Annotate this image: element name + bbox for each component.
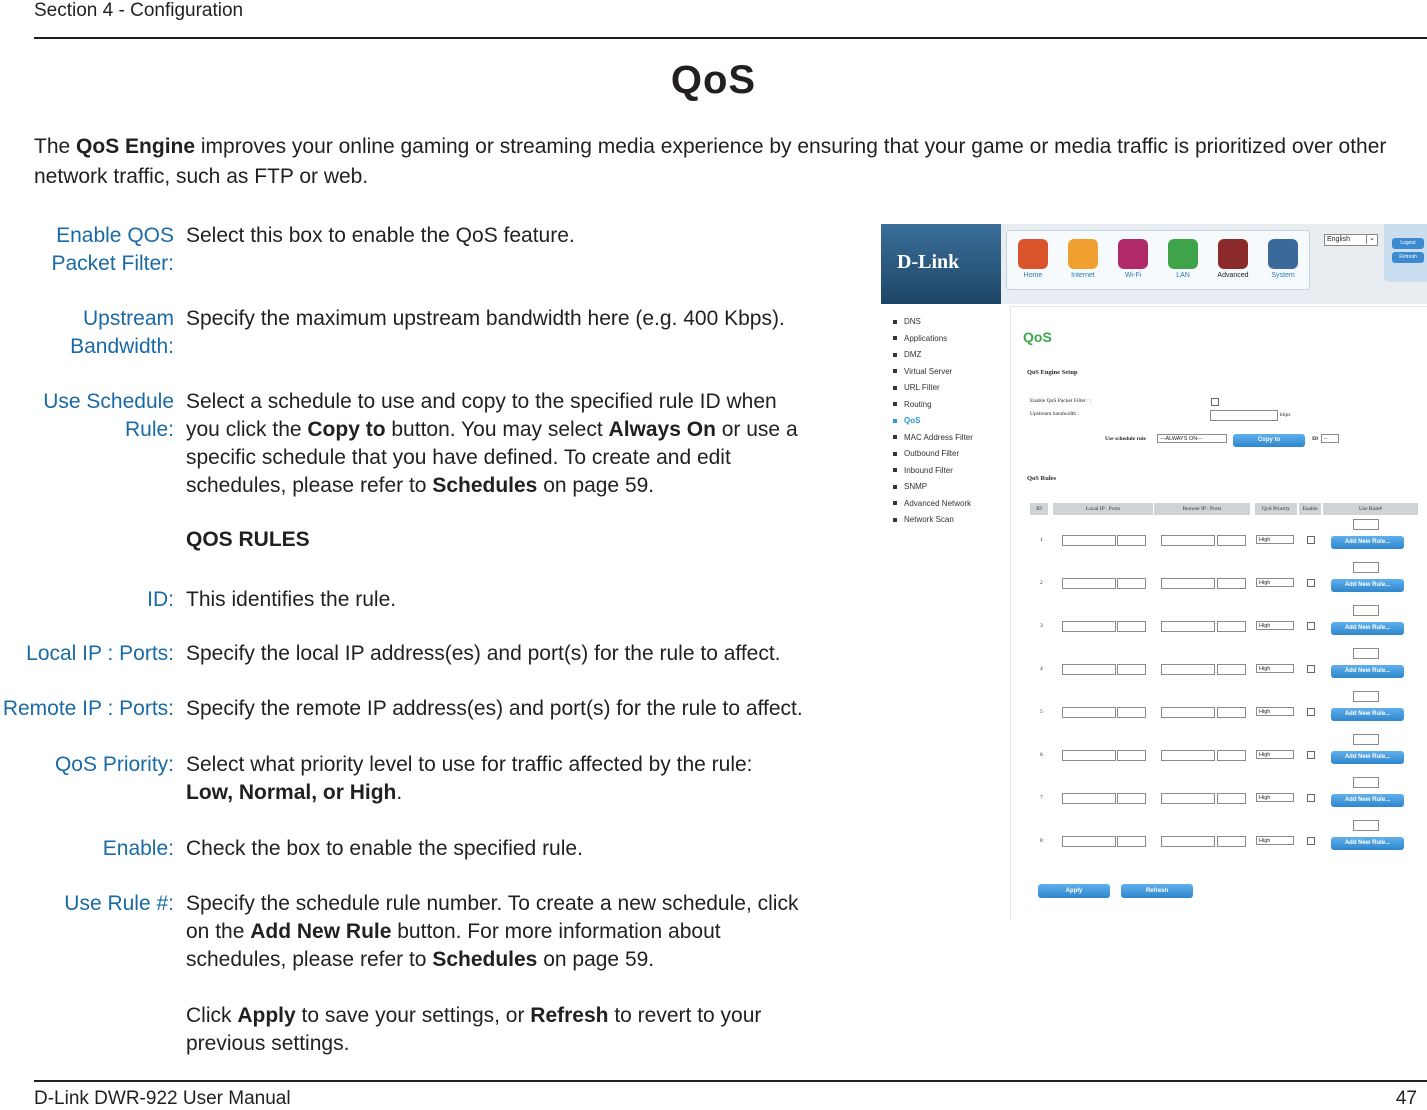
- desc-enable-qos: Select this box to enable the QoS feature.: [186, 224, 575, 247]
- remote-ip-input[interactable]: [1161, 535, 1215, 546]
- remote-port-input[interactable]: [1217, 750, 1246, 761]
- rule-id: 4: [1040, 666, 1043, 672]
- screenshot-nav-panel: [1006, 230, 1310, 290]
- bullet-icon: [893, 402, 897, 406]
- nav-advanced[interactable]: Advanced: [1210, 239, 1256, 279]
- screenshot-menu-item[interactable]: DNS: [893, 314, 1003, 331]
- local-port-input[interactable]: [1117, 664, 1146, 675]
- qos-rules-heading: QOS RULES: [186, 528, 310, 551]
- term-upstream: Upstream Bandwidth:: [70, 307, 174, 358]
- remote-ip-input[interactable]: [1161, 707, 1215, 718]
- local-port-input[interactable]: [1117, 750, 1146, 761]
- desc-upstream: Specify the maximum upstream bandwidth here (e.g. 400 Kbps).: [186, 307, 785, 330]
- screenshot-menu-item[interactable]: DMZ: [893, 347, 1003, 364]
- add-new-rule-button[interactable]: Add New Rule...: [1331, 536, 1404, 549]
- bullet-icon: [893, 320, 897, 324]
- header-divider: [34, 37, 1427, 39]
- local-ip-input[interactable]: [1062, 793, 1116, 804]
- priority-select[interactable]: High: [1256, 750, 1294, 759]
- screenshot-menu-item[interactable]: Network Scan: [893, 512, 1003, 529]
- kbps-label: kbps: [1280, 412, 1291, 418]
- use-rule-input[interactable]: [1353, 691, 1379, 702]
- use-rule-input[interactable]: [1353, 605, 1379, 616]
- rule-id: 5: [1040, 709, 1043, 715]
- priority-select[interactable]: High: [1256, 578, 1294, 587]
- term-use-schedule: Use Schedule Rule:: [43, 390, 174, 441]
- apply-button[interactable]: Apply: [1038, 884, 1110, 898]
- screenshot-menu-item[interactable]: Inbound Filter: [893, 463, 1003, 480]
- enable-rule-checkbox[interactable]: [1307, 751, 1315, 759]
- nav-system[interactable]: System: [1260, 239, 1306, 279]
- globe-icon: [1068, 239, 1098, 269]
- chevron-down-icon: ⌄: [1366, 234, 1377, 244]
- screenshot-menu-item[interactable]: SNMP: [893, 479, 1003, 496]
- screenshot-menu-item[interactable]: Virtual Server: [893, 364, 1003, 381]
- footer-manual-name: D-Link DWR-922 User Manual: [34, 1088, 291, 1109]
- remote-port-input[interactable]: [1217, 836, 1246, 847]
- enable-rule-checkbox[interactable]: [1307, 708, 1315, 716]
- desc-use-schedule: Select a schedule to use and copy to the specified rule ID when you click the Copy to button. You may select Always On or use a specific schedule that you have defined. To create and edit schedules, please refer to Schedules on page 59.: [186, 390, 798, 497]
- language-select[interactable]: English: [1324, 234, 1378, 246]
- col-id: ID: [1030, 503, 1048, 515]
- term-remote-ip: Remote IP : Ports:: [2, 697, 174, 720]
- screenshot-side-panel: [1384, 224, 1427, 282]
- remote-ip-input[interactable]: [1161, 664, 1215, 675]
- priority-select[interactable]: High: [1256, 793, 1294, 802]
- col-enable: Enable: [1299, 503, 1321, 515]
- local-port-input[interactable]: [1117, 535, 1146, 546]
- tools-icon: [1218, 239, 1248, 269]
- copy-to-button[interactable]: Copy to: [1233, 434, 1305, 447]
- footer-divider: [34, 1080, 1427, 1082]
- col-qos-priority: QoS Priority: [1255, 503, 1297, 515]
- nav-internet[interactable]: Internet: [1060, 239, 1106, 279]
- remote-port-input[interactable]: [1217, 578, 1246, 589]
- bullet-icon: [893, 353, 897, 357]
- bullet-icon: [893, 518, 897, 522]
- remote-port-input[interactable]: [1217, 793, 1246, 804]
- bullet-icon: [893, 386, 897, 390]
- nav-lan[interactable]: LAN: [1160, 239, 1206, 279]
- screenshot-menu-item[interactable]: Advanced Network: [893, 496, 1003, 513]
- upstream-input[interactable]: [1210, 410, 1278, 421]
- add-new-rule-button[interactable]: Add New Rule...: [1331, 751, 1404, 764]
- rule-id: 7: [1040, 795, 1043, 801]
- dlink-logo: D-Link: [897, 251, 960, 273]
- term-id: ID:: [147, 588, 174, 611]
- logout-button[interactable]: Logout: [1392, 238, 1424, 249]
- refresh-button[interactable]: Refresh: [1121, 884, 1193, 898]
- engine-setup-title: QoS Engine Setup: [1027, 369, 1078, 376]
- screenshot-menu-item[interactable]: QoS: [893, 413, 1003, 430]
- desc-use-rule: Specify the schedule rule number. To create a new schedule, click on the Add New Rule button. For more information about schedules, please refer to Schedules on page 59.: [186, 892, 799, 971]
- rule-id: 3: [1040, 623, 1043, 629]
- remote-port-input[interactable]: [1217, 707, 1246, 718]
- priority-select[interactable]: High: [1256, 707, 1294, 716]
- intro-paragraph: The QoS Engine improves your online gaming or streaming media experience by ensuring that your game or media traffic is prioritized over other network traffic, such as FTP or web.: [34, 135, 1387, 188]
- screenshot-menu: [893, 314, 1003, 529]
- desc-enable: Check the box to enable the specified rule.: [186, 837, 583, 860]
- add-new-rule-button[interactable]: Add New Rule...: [1331, 837, 1404, 850]
- refresh-top-button[interactable]: Refresh: [1392, 252, 1424, 263]
- enable-rule-checkbox[interactable]: [1307, 665, 1315, 673]
- bullet-icon: [893, 468, 897, 472]
- col-local-ip: Local IP : Ports: [1053, 503, 1153, 515]
- nav-wifi[interactable]: Wi-Fi: [1110, 239, 1156, 279]
- screenshot-menu-item[interactable]: Routing: [893, 397, 1003, 414]
- local-port-input[interactable]: [1117, 621, 1146, 632]
- add-new-rule-button[interactable]: Add New Rule...: [1331, 665, 1404, 678]
- page-title: QoS: [670, 58, 757, 102]
- section-header: Section 4 - Configuration: [34, 0, 244, 21]
- monitor-icon: [1268, 239, 1298, 269]
- wifi-icon: [1118, 239, 1148, 269]
- page-number: 47: [1395, 1088, 1417, 1109]
- local-ip-input[interactable]: [1062, 750, 1116, 761]
- nav-home[interactable]: Home: [1010, 239, 1056, 279]
- term-enable-qos: Enable QOS Packet Filter:: [51, 224, 174, 275]
- bullet-icon: [893, 369, 897, 373]
- enable-rule-checkbox[interactable]: [1307, 536, 1315, 544]
- remote-port-input[interactable]: [1217, 664, 1246, 675]
- remote-ip-input[interactable]: [1161, 793, 1215, 804]
- local-port-input[interactable]: [1117, 707, 1146, 718]
- qos-engine-bold: QoS Engine: [76, 135, 196, 158]
- use-rule-input[interactable]: [1353, 734, 1379, 745]
- desc-remote-ip: Specify the remote IP address(es) and port(s) for the rule to affect.: [186, 697, 803, 720]
- remote-ip-input[interactable]: [1161, 621, 1215, 632]
- col-remote-ip: Remote IP : Ports: [1154, 503, 1250, 515]
- local-ip-input[interactable]: [1062, 621, 1116, 632]
- rule-id: 1: [1040, 537, 1043, 543]
- enable-filter-checkbox[interactable]: [1211, 398, 1219, 406]
- local-ip-input[interactable]: [1062, 707, 1116, 718]
- use-rule-input[interactable]: [1353, 820, 1379, 831]
- term-local-ip: Local IP : Ports:: [26, 642, 174, 665]
- local-port-input[interactable]: [1117, 578, 1146, 589]
- priority-select[interactable]: High: [1256, 535, 1294, 544]
- desc-local-ip: Specify the local IP address(es) and port(s) for the rule to affect.: [186, 642, 781, 665]
- priority-select[interactable]: High: [1256, 621, 1294, 630]
- use-rule-input[interactable]: [1353, 519, 1379, 530]
- add-new-rule-button[interactable]: Add New Rule...: [1331, 708, 1404, 721]
- rule-id: 8: [1040, 838, 1043, 844]
- use-rule-input[interactable]: [1353, 777, 1379, 788]
- use-schedule-label: Use schedule rule: [1105, 436, 1146, 442]
- term-enable: Enable:: [102, 837, 174, 860]
- screenshot-logo-box: [881, 224, 1001, 304]
- remote-ip-input[interactable]: [1161, 750, 1215, 761]
- col-use-rule: Use Rule#: [1323, 503, 1418, 515]
- qos-page-title: QoS: [1023, 329, 1052, 345]
- upstream-label: Upstream bandwidth :: [1030, 411, 1079, 417]
- home-icon: [1018, 239, 1048, 269]
- enable-rule-checkbox[interactable]: [1307, 794, 1315, 802]
- desc-apply: Click Apply to save your settings, or Refresh to revert to your previous settings.: [186, 1004, 762, 1055]
- add-new-rule-button[interactable]: Add New Rule...: [1331, 579, 1404, 592]
- rule-id: 6: [1040, 752, 1043, 758]
- use-rule-input[interactable]: [1353, 648, 1379, 659]
- screenshot-content: [1010, 306, 1427, 920]
- term-qos-priority: QoS Priority:: [54, 753, 174, 776]
- lan-icon: [1168, 239, 1198, 269]
- remote-port-input[interactable]: [1217, 535, 1246, 546]
- bullet-icon: [893, 419, 897, 423]
- screenshot-menu-item[interactable]: Outbound Filter: [893, 446, 1003, 463]
- remote-ip-input[interactable]: [1161, 836, 1215, 847]
- router-screenshot: [881, 224, 1427, 920]
- remote-port-input[interactable]: [1217, 621, 1246, 632]
- bullet-icon: [893, 485, 897, 489]
- bullet-icon: [893, 501, 897, 505]
- add-new-rule-button[interactable]: Add New Rule...: [1331, 794, 1404, 807]
- id-label: ID: [1312, 436, 1319, 442]
- screenshot-menu-item[interactable]: Applications: [893, 331, 1003, 348]
- local-port-input[interactable]: [1117, 793, 1146, 804]
- remote-ip-input[interactable]: [1161, 578, 1215, 589]
- priority-select[interactable]: High: [1256, 836, 1294, 845]
- desc-id: This identifies the rule.: [186, 588, 397, 611]
- local-ip-input[interactable]: [1062, 836, 1116, 847]
- enable-rule-checkbox[interactable]: [1307, 579, 1315, 587]
- screenshot-menu-item[interactable]: MAC Address Filter: [893, 430, 1003, 447]
- id-select[interactable]: --: [1321, 434, 1339, 443]
- desc-qos-priority: Select what priority level to use for traffic affected by the rule: Low, Normal, or High.: [186, 753, 753, 804]
- bullet-icon: [893, 452, 897, 456]
- local-ip-input[interactable]: [1062, 578, 1116, 589]
- local-port-input[interactable]: [1117, 836, 1146, 847]
- enable-filter-label: Enable QoS Packet Filter : :: [1030, 398, 1092, 404]
- screenshot-menu-item[interactable]: URL Filter: [893, 380, 1003, 397]
- add-new-rule-button[interactable]: Add New Rule...: [1331, 622, 1404, 635]
- local-ip-input[interactable]: [1062, 535, 1116, 546]
- qos-rules-title: QoS Rules: [1027, 475, 1057, 482]
- priority-select[interactable]: High: [1256, 664, 1294, 673]
- bullet-icon: [893, 435, 897, 439]
- enable-rule-checkbox[interactable]: [1307, 622, 1315, 630]
- rule-id: 2: [1040, 580, 1043, 586]
- term-use-rule: Use Rule #:: [64, 892, 174, 915]
- use-rule-input[interactable]: [1353, 562, 1379, 573]
- enable-rule-checkbox[interactable]: [1307, 837, 1315, 845]
- schedule-select[interactable]: ---ALWAYS ON---: [1157, 434, 1227, 443]
- bullet-icon: [893, 336, 897, 340]
- local-ip-input[interactable]: [1062, 664, 1116, 675]
